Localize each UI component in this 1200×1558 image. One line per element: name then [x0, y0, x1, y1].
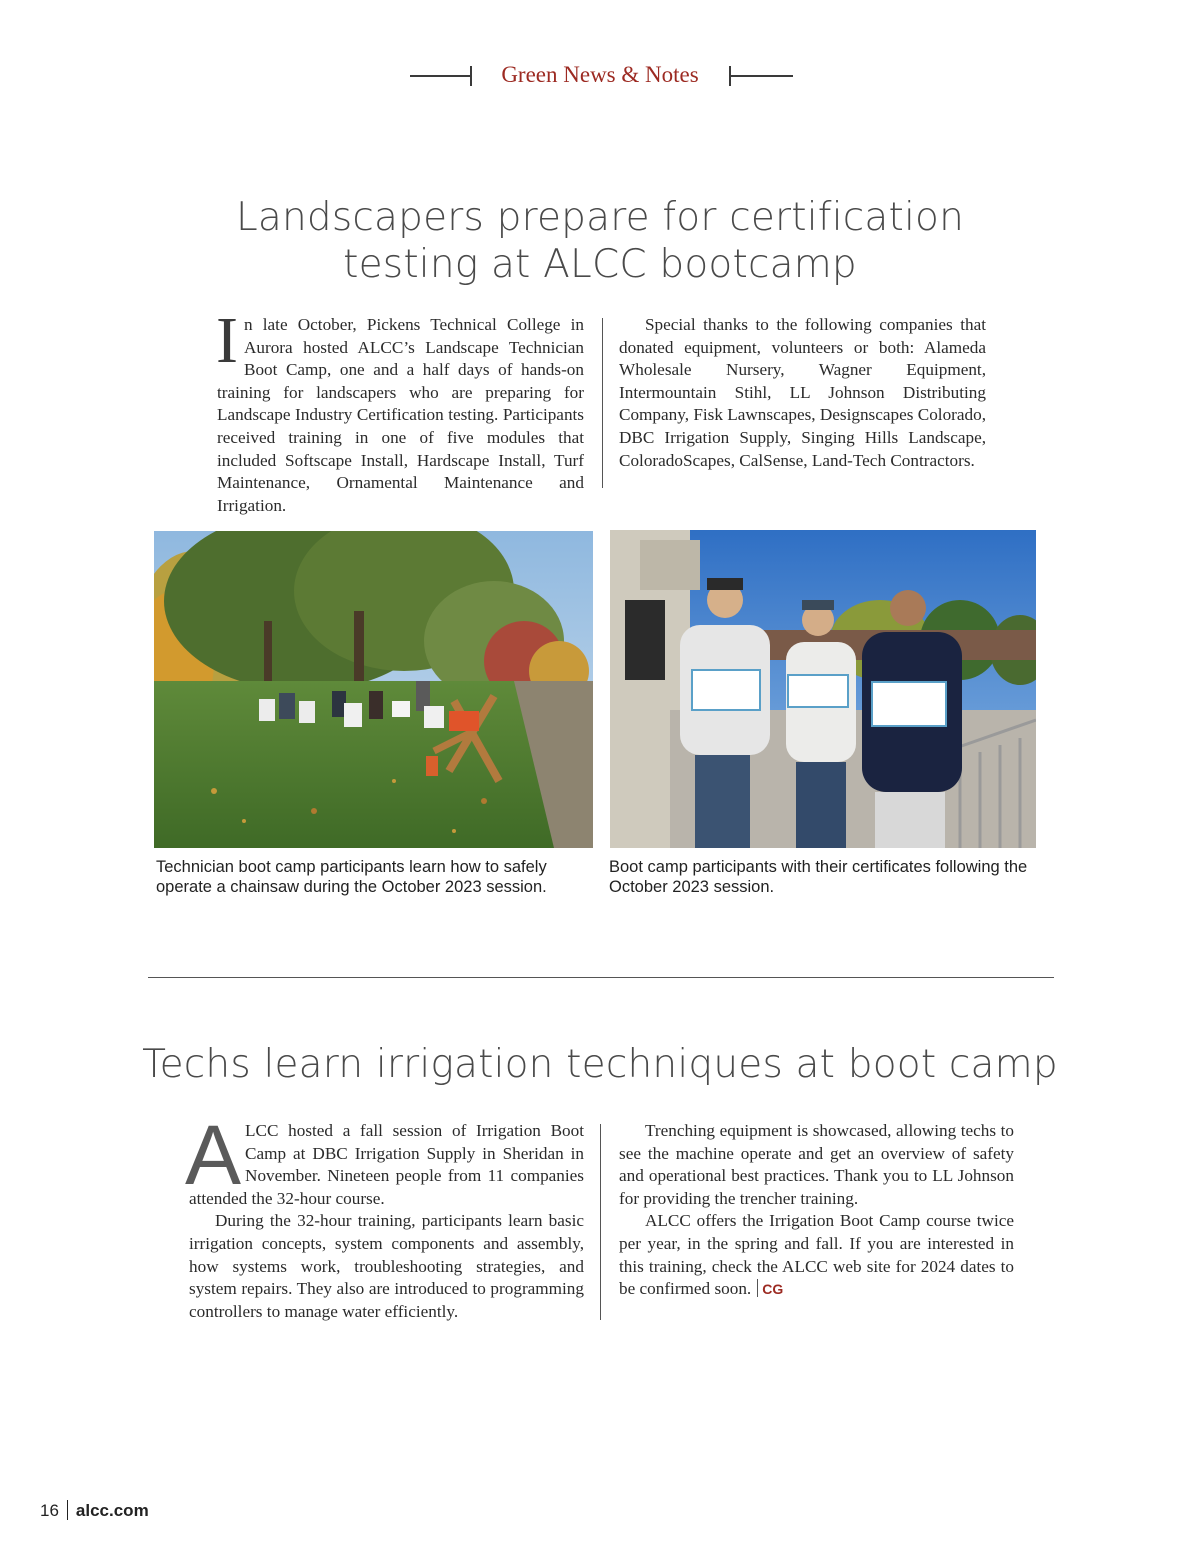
running-head-right-rule — [729, 75, 793, 77]
section-title: Green News & Notes — [501, 62, 699, 87]
article2-paragraph-2: During the 32-hour training, participants learn basic irrigation concepts, system components and assembly, how systems work, troubleshooting strategies, and system repairs. They also are introduced to programming controllers to manage water efficiently. — [189, 1211, 584, 1321]
section-divider — [148, 977, 1054, 978]
article1-paragraph-1-text: n late October, Pickens Technical College in Aurora hosted ALCC’s Landscape Technician Boot Camp, one and a half days of hands-on training for landscapers who are preparing for Landscape Industry Certification testing. Participants received training in one of five modules that included Softscape Install, Hardscape Install, Turf Maintenance, Ornamental Maintenance and Irrigation. — [217, 315, 584, 515]
article2-column-divider — [600, 1124, 601, 1320]
article2-headline: Techs learn irrigation techniques at boot camp — [142, 1042, 1058, 1087]
running-head — [0, 60, 1200, 92]
page-number: 16 — [40, 1501, 59, 1520]
article1-headline-line2: testing at ALCC bootcamp — [343, 242, 857, 287]
article1-sponsors-paragraph: Special thanks to the following companies that donated equipment, volunteers or both: Alameda Wholesale Nursery, Wagner Equipment, Intermountain Stihl, LL Johnson Distributing Company, Fisk Lawnscapes, Designscapes Colorado, DBC Irrigation Supply, Singing Hills Landscape, ColoradoScapes, CalSense, Land-Tech Contractors. — [619, 315, 986, 470]
article1-column-right — [619, 314, 986, 472]
article1-headline — [0, 194, 1200, 288]
article2-paragraph-3: Trenching equipment is showcased, allowing techs to see the machine operate and get an overview of safety and operational best practices. Thank you to LL Johnson for providing the trencher training. — [619, 1121, 1014, 1208]
chainsaw-training-image — [154, 531, 593, 848]
signoff-mark: CG — [762, 1281, 784, 1298]
dropcap-letter: A — [185, 1108, 242, 1202]
chainsaw-photo-caption: Technician boot camp participants learn how to safely operate a chainsaw during the October 2023 session. — [156, 858, 547, 896]
article1-column-divider — [602, 318, 603, 488]
article2-paragraph-1-text: LCC hosted a fall session of Irrigation Boot Camp at DBC Irrigation Supply in Sheridan in November. Nineteen people from 11 companies attended the 32-hour course. — [189, 1121, 584, 1208]
page-footer — [40, 1500, 149, 1521]
certificates-image — [610, 530, 1036, 848]
article2-paragraph-1 — [185, 1108, 584, 1210]
article1-headline-line1: Landscapers prepare for certification — [235, 195, 965, 240]
article1-paragraph-1 — [216, 304, 584, 517]
footer-site-link[interactable]: alcc.com — [75, 1501, 149, 1520]
article2-column-right — [619, 1120, 1014, 1301]
chainsaw-training-photo — [154, 531, 593, 848]
article2-paragraph-4 — [619, 1210, 1014, 1300]
certificates-photo-caption: Boot camp participants with their certificates following the October 2023 session. — [609, 858, 1028, 896]
certificates-photo — [610, 530, 1036, 848]
article2-paragraph-4-text: ALCC offers the Irrigation Boot Camp course twice per year, in the spring and fall. If you are interested in this training, check the ALCC web site for 2024 dates to be confirmed soon. — [619, 1211, 1014, 1299]
article2-column-left — [185, 1108, 584, 1323]
footer-divider — [67, 1500, 68, 1520]
dropcap-letter: I — [216, 304, 238, 377]
signoff-divider — [757, 1279, 758, 1297]
article1-column-left — [216, 304, 584, 517]
